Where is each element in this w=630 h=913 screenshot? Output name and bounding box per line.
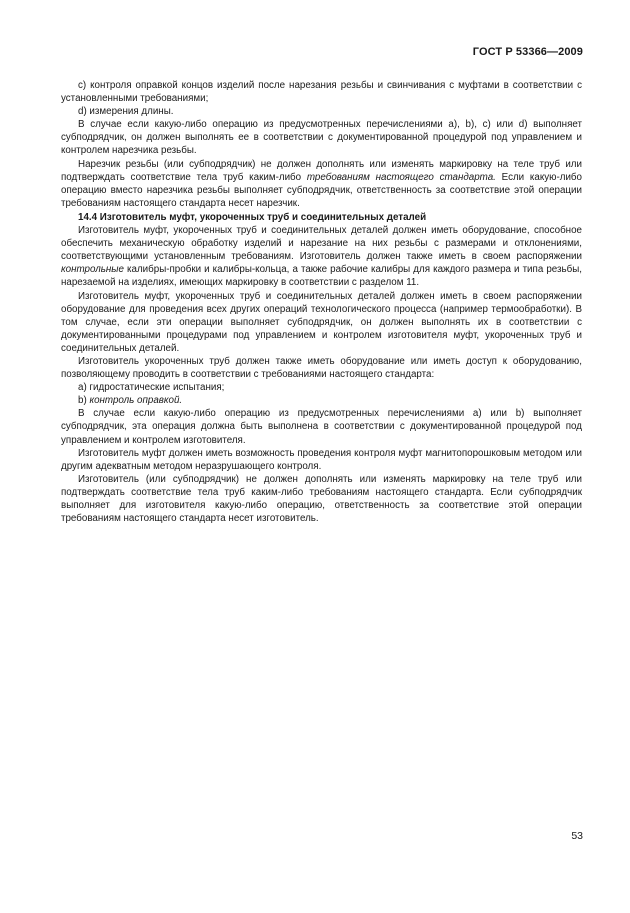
paragraph [61,118,582,157]
paragraph [61,290,582,355]
text-run: В случае если какую-либо операцию из предусмотренных перечислениями а), b), с) или d) выполняет субподрядчик, он должен выполнять ее в соответствии с документированной процедурой под управлением и контролем нарезчика резьбы. [61,119,582,157]
text-run: Нарезчик резьбы (или субподрядчик) не должен дополнять или изменять маркировку на теле труб или подтверждать соответствие тела труб каким-либо [61,158,582,183]
paragraph [61,394,582,407]
section-heading [61,211,582,224]
paragraph [61,105,582,118]
text-run: Если какую-либо операцию вместо нарезчика резьбы выполняет субподрядчик, ответственность за соответствие этой операции требованиям настоящего стандарта несет нарезчик. [61,171,582,209]
paragraph [61,447,582,473]
italic-run: требованиям настоящего стандарта. [306,171,496,183]
text-run: калибры-пробки и калибры-кольца, а также рабочие калибры для каждого размера и типа резьбы, нарезаемой на изделиях, имеющих маркировку в соответствии с разделом 11. [61,264,582,289]
standard-code-header: ГОСТ Р 53366—2009 [472,46,583,58]
paragraph [61,407,582,446]
paragraph [61,224,582,289]
text-run: а) гидростатические испытания; [78,382,225,394]
page-number: 53 [571,830,583,842]
text-run: Изготовитель муфт должен иметь возможность проведения контроля муфт магнитопорошковым методом или другим адекватным методом неразрушающего контроля. [61,447,582,472]
text-run: b) [78,395,90,407]
italic-run: контроль оправкой. [89,395,183,407]
text-run: 14.4 Изготовитель муфт, укороченных труб и соединительных деталей [78,211,427,223]
paragraph [61,158,582,210]
text-run: Изготовитель (или субподрядчик) не должен дополнять или изменять маркировку на теле труб или подтверждать соответствие тела труб каким-либо требованиям настоящего стандарта. Если субподрядчик выполняет для изготовителя какую-либо операцию, ответственность за соответствие этой операции требованиям настоящего стандарта несет изготовитель. [61,473,582,525]
text-run: Изготовитель муфт, укороченных труб и соединительных деталей должен иметь в своем распоряжении оборудование для проведения всех других операций технологического процесса (например термообработки). В том случае, если эти операции выполняет субподрядчик, он должен выполнять их в соответствии с документированными процедурами под управлением и контролем изготовителя муфт, укороченных труб и соединительных деталей. [61,290,582,354]
italic-run: контрольные [61,264,124,276]
document-body [61,79,582,525]
paragraph [61,381,582,394]
paragraph [61,355,582,381]
text-run: d) измерения длины. [78,106,174,118]
paragraph [61,79,582,105]
paragraph [61,473,582,525]
text-run: c) контроля оправкой концов изделий после нарезания резьбы и свинчивания с муфтами в соответствии с установленными требованиями; [61,80,582,105]
text-run: Изготовитель муфт, укороченных труб и соединительных деталей должен иметь оборудование, способное обеспечить механическую обработку изделий и нарезание на них резьбы с размерами и отклонениями, соответствующими установленным требованиям. Изготовитель должен также иметь в своем распоряжении [61,225,582,263]
text-run: Изготовитель укороченных труб должен также иметь оборудование или иметь доступ к оборудованию, позволяющему проводить в соответствии с требованиями настоящего стандарта: [61,355,582,381]
text-run: В случае если какую-либо операцию из предусмотренных перечислениями а) или b) выполняет субподрядчик, эта операция должна быть выполнена в соответствии с документированной процедурой под управлением и контролем изготовителя. [61,408,582,446]
